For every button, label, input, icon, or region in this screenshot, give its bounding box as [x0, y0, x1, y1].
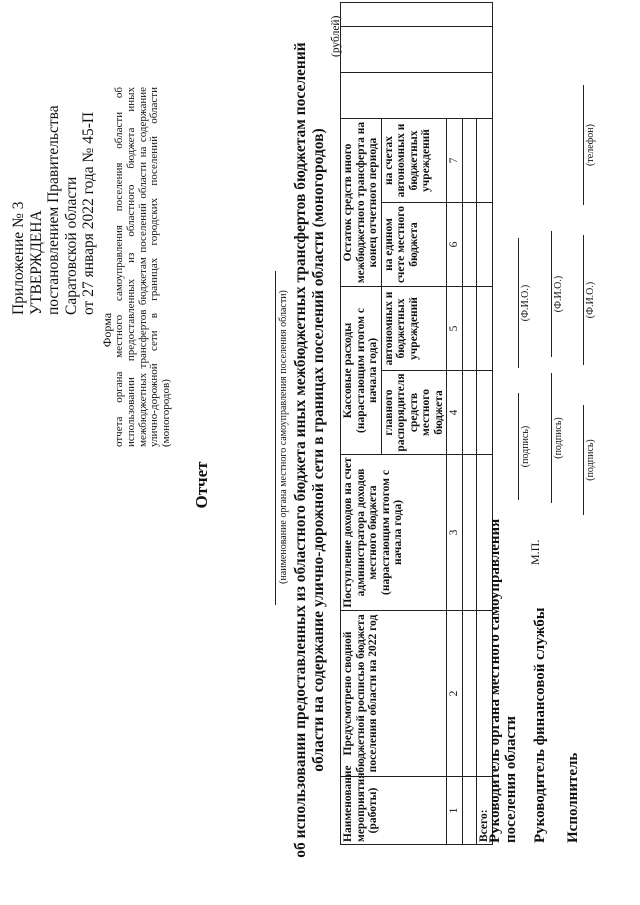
- finance-name-caption: (Ф.И.О.): [553, 275, 564, 313]
- column-numbers-row: [447, 2, 463, 844]
- executor-phone-caption: (телефон): [585, 124, 596, 166]
- org-name-caption: (наименование органа местного самоуправления поселения области): [278, 290, 289, 584]
- extra-col-c: [341, 2, 493, 26]
- total-label: Всего:: [477, 777, 493, 845]
- finance-sign-line: [551, 373, 552, 503]
- unit-label: (рублей): [330, 15, 342, 57]
- header-autonomous-expenses: автономных и бюджетных учреждений: [381, 287, 447, 371]
- col-number-4: 4: [447, 371, 463, 455]
- header-single-account: на едином счете местного бюджета: [381, 203, 447, 287]
- col-number-3: 3: [447, 455, 463, 611]
- header-autonomous-accounts: на счетах автономных и бюджетных учреждений: [381, 118, 447, 202]
- report-table: [340, 2, 493, 845]
- executor-name-caption: (Ф.И.О.): [585, 281, 596, 319]
- approval-line-1: постановлением Правительства: [45, 105, 62, 315]
- executor-sign-line: [583, 405, 584, 515]
- report-heading: Отчет: [192, 461, 211, 509]
- head-sign-line: [518, 393, 519, 500]
- header-activity: Наименование мероприятия (работы): [341, 777, 447, 845]
- approval-line-2: Саратовской области: [62, 176, 80, 315]
- executor-signature-label: Исполнитель: [565, 752, 581, 843]
- appendix-block: [10, 15, 98, 315]
- org-name-line: [275, 271, 276, 605]
- finance-name-line: [551, 231, 552, 357]
- executor-name-line: [583, 235, 584, 365]
- form-description: отчета органа местного самоуправления поселения области об использовании предоставленных из областного бюджета иных межбюджетных трансфертов бюджетам поселений области на содержание улично-дорожной сети в границах городских поселений области (моногородов): [113, 87, 173, 447]
- stamp-placeholder: М.П.: [528, 539, 542, 565]
- header-main-manager: главного распорядителя средств местного бюджета: [381, 371, 447, 455]
- table-header-row-1: [341, 2, 382, 844]
- col-number-7: 7: [447, 118, 463, 202]
- form-label: Форма: [100, 312, 114, 348]
- col-number-6: 6: [447, 203, 463, 287]
- table-row: [463, 2, 477, 844]
- head-sign-caption: (подпись): [520, 425, 531, 468]
- header-balance: Остаток средств иного межбюджетного трансферта на конец отчетного периода: [341, 118, 382, 286]
- extra-col-a: [341, 72, 493, 118]
- header-revenue: Поступление доходов на счет администратора доходов местного бюджета (нарастающим итогом с начала года): [341, 455, 447, 611]
- head-name-caption: (Ф.И.О.): [520, 284, 531, 322]
- finance-signature-label: Руководитель финансовой службы: [532, 607, 548, 843]
- col-number-1: 1: [447, 777, 463, 845]
- head-signature-label: Руководитель органа местного самоуправления поселения области: [487, 518, 519, 843]
- header-planned: Предусмотрено сводной бюджетной росписью бюджета поселения области на 2022 год: [341, 611, 447, 777]
- extra-col-b: [341, 26, 493, 72]
- header-cash-expenses: Кассовые расходы (нарастающим итогом с начала года): [341, 287, 382, 455]
- head-name-line: [518, 238, 519, 368]
- finance-sign-caption: (подпись): [553, 417, 564, 459]
- report-title: об использовании предоставленных из областного бюджета иных межбюджетных трансфертов бюджетам поселений области на содержание улично-дорожной сети в границах поселений области (моногородов): [292, 42, 327, 858]
- col-number-2: 2: [447, 611, 463, 777]
- executor-sign-caption: (подпись): [585, 439, 596, 481]
- appendix-number: Приложение № 3: [10, 201, 27, 315]
- approved-label: УТВЕРЖДЕНА: [27, 210, 45, 315]
- approval-line-3: от 27 января 2022 года № 45-П: [80, 111, 97, 315]
- col-number-5: 5: [447, 287, 463, 371]
- executor-phone-line: [583, 85, 584, 205]
